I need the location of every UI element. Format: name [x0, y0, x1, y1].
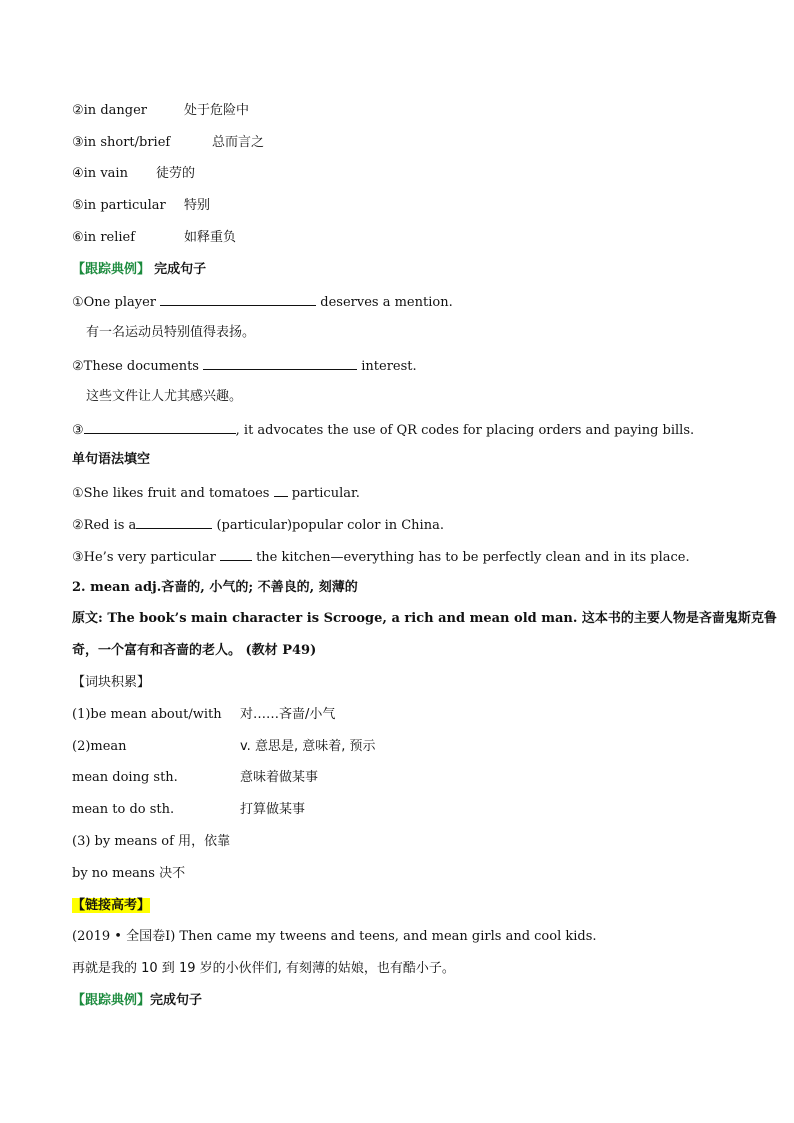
track-title: 完成句子 — [154, 262, 207, 277]
sentence-end: interest. — [361, 359, 417, 374]
sentence-start: ①One player — [72, 295, 156, 310]
sentence-end: (particular)popular color in China. — [216, 518, 444, 533]
phrase-row — [72, 769, 319, 787]
sentence-end: , it advocates the use of QR codes for placing orders and paying bills. — [235, 423, 695, 438]
phrase-en: mean to do sth. — [72, 802, 175, 817]
translation: 这些文件让人尤其感兴趣。 — [86, 389, 243, 404]
answer-blank[interactable] — [274, 483, 288, 497]
phrase-zh: 处于危险中 — [184, 103, 250, 118]
phrase-row — [72, 801, 306, 819]
exercise-sentence — [72, 483, 360, 503]
phrase-row — [72, 738, 376, 756]
phrase-row — [72, 165, 196, 183]
phrase-en: ②in danger — [72, 103, 147, 118]
accumulation-title: 【词块积累】 — [72, 675, 151, 690]
phrase-en: mean doing sth. — [72, 770, 178, 785]
phrase-zh: 意味着做某事 — [240, 770, 319, 785]
exercise-sentence — [72, 547, 690, 567]
section-heading-track — [72, 992, 202, 1010]
phrase-zh: 徒劳的 — [156, 166, 196, 181]
exercise-sentence — [72, 515, 444, 535]
exercise-sentence — [72, 292, 453, 312]
sentence-start: ②These documents — [72, 359, 199, 374]
translation: 有一名运动员特别值得表扬。 — [86, 325, 256, 340]
sentence-start: ②Red is a — [72, 518, 137, 533]
phrase-zh: v. 意思是, 意味着, 预示 — [240, 739, 376, 754]
original-text: 奇，一个富有和吝啬的老人。 (教材 P49) — [72, 643, 317, 658]
sentence-start: ③ — [72, 423, 84, 438]
word-heading: 2. mean adj.吝啬的, 小气的; 不善良的, 刻薄的 — [72, 580, 358, 595]
track-title: 完成句子 — [150, 993, 203, 1008]
answer-blank[interactable] — [220, 547, 252, 561]
phrase-row: by no means 决不 — [72, 866, 186, 881]
sentence-end: particular. — [291, 486, 360, 501]
track-tag: 【跟踪典例】 — [72, 262, 151, 277]
sentence-end: the kitchen—everything has to be perfectly clean and in its place. — [256, 550, 690, 565]
phrase-en: (1)be mean about/with — [72, 707, 222, 722]
phrase-row — [72, 102, 250, 120]
gaokao-tag: 【链接高考】 — [72, 898, 151, 913]
sentence-start: ③He’s very particular — [72, 550, 216, 565]
section-heading-track — [72, 261, 206, 279]
phrase-en: (2)mean — [72, 739, 127, 754]
phrase-row — [72, 229, 237, 247]
phrase-en: ③in short/brief — [72, 135, 171, 150]
answer-blank[interactable] — [160, 292, 316, 306]
gaokao-heading — [72, 897, 150, 915]
phrase-en: ⑤in particular — [72, 198, 166, 213]
answer-blank[interactable] — [203, 356, 357, 370]
phrase-row — [72, 706, 336, 724]
track-tag: 【跟踪典例】 — [72, 993, 151, 1008]
phrase-zh: 如释重负 — [184, 230, 237, 245]
grammar-title: 单句语法填空 — [72, 452, 151, 467]
phrase-en: ⑥in relief — [72, 230, 136, 245]
phrase-row — [72, 134, 265, 152]
original-text: 原文: The book’s main character is Scrooge, a rich and mean old man. 这本书的主要人物是吝啬鬼斯克鲁 — [72, 611, 777, 626]
answer-blank[interactable] — [136, 515, 212, 529]
answer-blank[interactable] — [84, 420, 236, 434]
exercise-sentence — [72, 420, 694, 440]
gaokao-source: (2019 • 全国卷Ⅰ) Then came my tweens and teens, and mean girls and cool kids. — [72, 929, 597, 944]
phrase-en: ④in vain — [72, 166, 128, 181]
phrase-zh: 打算做某事 — [240, 802, 306, 817]
gaokao-translation: 再就是我的 10 到 19 岁的小伙伴们, 有刻薄的姑娘，也有酷小子。 — [72, 961, 455, 976]
phrase-zh: 特别 — [184, 198, 211, 213]
phrase-zh: 总而言之 — [212, 135, 265, 150]
exercise-sentence — [72, 356, 417, 376]
phrase-row: (3) by means of 用，依靠 — [72, 834, 231, 849]
phrase-zh: 对……吝啬/小气 — [240, 707, 336, 722]
sentence-start: ①She likes fruit and tomatoes — [72, 486, 270, 501]
sentence-end: deserves a mention. — [320, 295, 453, 310]
phrase-row — [72, 197, 211, 215]
